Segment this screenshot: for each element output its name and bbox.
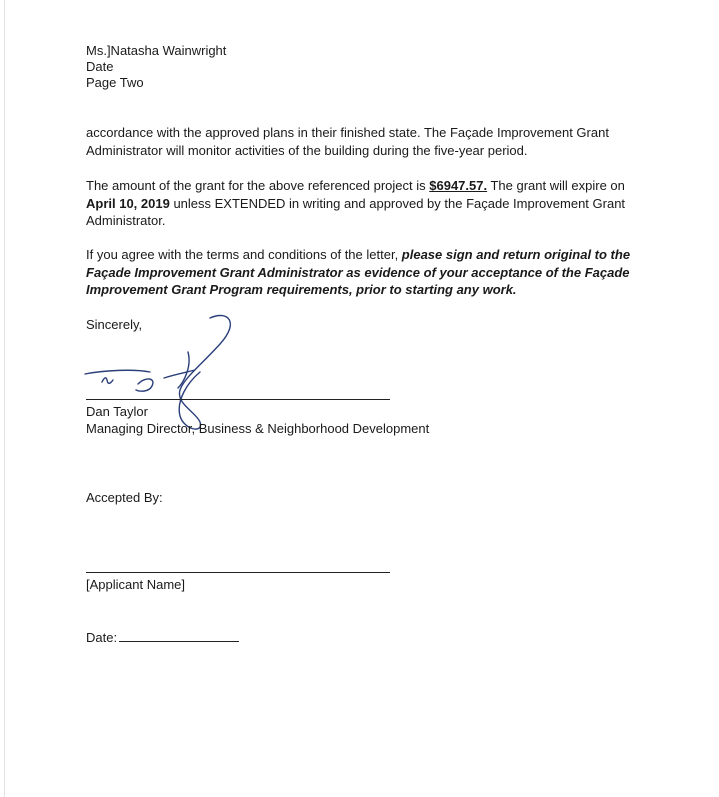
date-row: [86, 629, 239, 645]
amount-intro: The amount of the grant for the above referenced project is: [86, 178, 430, 193]
date-blank-line: [119, 629, 239, 642]
grant-amount: $6947.57.: [429, 178, 488, 193]
signature-line: [86, 399, 390, 400]
recipient-name: Ms.]Natasha Wainwright: [86, 43, 227, 58]
page-edge: [4, 0, 5, 797]
agreement-instructions: please sign and return original to the Façade Improvement Grant Administrator as evidence of your acceptance of the Façade Improvement Grant Program requirements, prior to starting any work.: [86, 247, 631, 297]
applicant-signature-line: [86, 572, 390, 573]
header-date: Date: [86, 59, 114, 74]
applicant-name-placeholder: [Applicant Name]: [86, 577, 185, 592]
letter-header: [86, 43, 226, 91]
paragraph-grant-amount: [86, 177, 646, 230]
paragraph-agreement: [86, 246, 646, 299]
amount-expire-text: The grant will expire on: [487, 178, 625, 193]
page-number: Page Two: [86, 75, 144, 90]
expiry-condition: unless EXTENDED in writing and approved by the Façade Improvement Grant Administrator.: [86, 195, 626, 228]
paragraph-text: accordance with the approved plans in their finished state. The Façade Improvement Grant Administrator will monitor activities of the building during the five-year period.: [86, 125, 609, 158]
agreement-intro: If you agree with the terms and conditions of the letter,: [86, 247, 402, 262]
accepted-by-label: Accepted By:: [86, 490, 163, 505]
closing-salutation: Sincerely,: [86, 317, 143, 332]
paragraph-maintenance: [86, 124, 646, 159]
date-label: Date:: [86, 630, 118, 645]
expiry-date: April 10, 2019: [86, 195, 170, 211]
signer-name: Dan Taylor: [86, 404, 148, 419]
signer-title: Managing Director, Business & Neighborhood Development: [86, 421, 430, 436]
